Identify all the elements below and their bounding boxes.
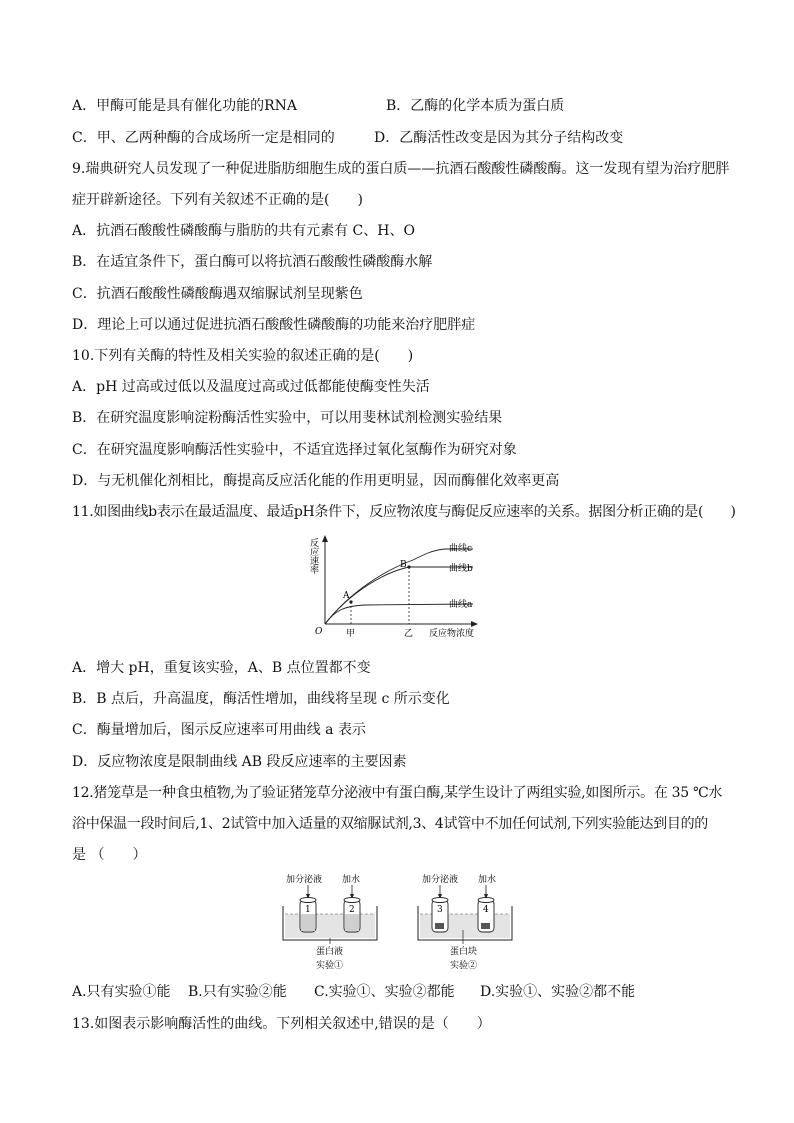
curve-a-label: 曲线a bbox=[449, 600, 473, 610]
x-axis-arrow bbox=[471, 621, 478, 627]
curve-c bbox=[325, 549, 473, 624]
q8-option-d: D．乙酶活性改变是因为其分子结构改变 bbox=[374, 130, 624, 146]
y-label-char-1: 反 bbox=[310, 539, 320, 549]
q9-option-c: C．抗酒石酸酸性磷酸酶遇双缩脲试剂呈现紫色 bbox=[72, 286, 363, 302]
q11-reaction-rate-graph bbox=[305, 534, 505, 644]
q9-stem-line1: 9.瑞典研究人员发现了一种促进脂肪细胞生成的蛋白质——抗酒石酸酸性磷酸酶。这一发现有望为治疗肥胖 bbox=[72, 161, 730, 177]
q11-stem: 11.如图曲线b表示在最适温度、最适pH条件下，反应物浓度与酶促反应速率的关系。据图分析正确的是( ) bbox=[72, 504, 736, 520]
q8-option-c: C．甲、乙两种酶的合成场所一定是相同的 bbox=[72, 130, 335, 146]
exp1-water-bath bbox=[285, 914, 375, 938]
origin-label: O bbox=[315, 627, 323, 637]
q12-option-a: A.只有实验①能 bbox=[72, 984, 171, 1000]
q9-option-d: D．理论上可以通过促进抗酒石酸酸性磷酸酶的功能来治疗肥胖症 bbox=[72, 317, 476, 333]
experiment-1 bbox=[283, 873, 377, 971]
q10-option-a: A．pH 过高或过低以及温度过高或过低都能使酶变性失活 bbox=[72, 379, 430, 395]
q8-option-a: A．甲酶可能是具有催化功能的RNA bbox=[72, 98, 298, 114]
y-label-char-3: 速 bbox=[310, 557, 320, 567]
q12-stem-line3: 是 （ ） bbox=[72, 847, 147, 863]
x-axis-label: 反应物浓度 bbox=[429, 629, 475, 639]
exp1-caption: 实验① bbox=[316, 961, 344, 971]
exp1-add-water-label: 加水 bbox=[342, 875, 361, 885]
y-label-char-2: 应 bbox=[310, 548, 320, 558]
q11-option-c: C．酶量增加后，图示反应速率可用曲线 a 表示 bbox=[72, 722, 366, 738]
exp2-add-secretion-label: 加分泌液 bbox=[422, 875, 459, 885]
exp2-caption: 实验② bbox=[450, 961, 478, 971]
exp2-protein-block-label: 蛋白块 bbox=[450, 947, 478, 957]
experiment-2 bbox=[418, 873, 512, 971]
q8-option-b: B．乙酶的化学本质为蛋白质 bbox=[386, 98, 565, 114]
tube-1 bbox=[300, 898, 316, 933]
tube-4 bbox=[478, 898, 494, 933]
tick-yi: 乙 bbox=[404, 629, 414, 639]
q10-option-b: B．在研究温度影响淀粉酶活性实验中，可以用斐林试剂检测实验结果 bbox=[72, 410, 503, 426]
q12-experiment-figure bbox=[280, 868, 520, 978]
q13-stem: 13.如图表示影响酶活性的曲线。下列相关叙述中,错误的是（ ） bbox=[72, 1016, 491, 1032]
y-axis-arrow bbox=[322, 535, 328, 542]
tube-1-label: 1 bbox=[305, 905, 311, 915]
q10-stem: 10.下列有关酶的特性及相关实验的叙述正确的是( ) bbox=[72, 348, 414, 364]
tube-4-label: 4 bbox=[483, 905, 489, 915]
q12-option-b: B.只有实验②能 bbox=[188, 984, 287, 1000]
exp1-protein-liquid-label: 蛋白液 bbox=[316, 947, 344, 957]
q11-option-d: D．反应物浓度是限制曲线 AB 段反应速率的主要因素 bbox=[72, 754, 407, 770]
tube-2-label: 2 bbox=[349, 905, 355, 915]
q11-option-b: B．B 点后，升高温度，酶活性增加，曲线将呈现 c 所示变化 bbox=[72, 691, 450, 707]
exp2-add-water-label: 加水 bbox=[478, 875, 497, 885]
q9-option-a: A．抗酒石酸酸性磷酸酶与脂肪的共有元素有 C、H、O bbox=[72, 223, 415, 239]
q10-option-d: D．与无机催化剂相比，酶提高反应活化能的作用更明显，因而酶催化效率更高 bbox=[72, 473, 560, 489]
q12-option-d: D.实验①、实验②都不能 bbox=[480, 984, 636, 1000]
curve-c-label: 曲线c bbox=[449, 544, 473, 554]
q12-stem-line2: 浴中保温一段时间后,1、2试管中加入适量的双缩脲试剂,3、4试管中不加任何试剂,下列实验能达到目的的 bbox=[72, 816, 708, 832]
q12-option-c: C.实验①、实验②都能 bbox=[314, 984, 455, 1000]
q9-stem-line2: 症开辟新途径。下列有关叙述不正确的是( ) bbox=[72, 192, 363, 208]
q12-stem-line1: 12.猪笼草是一种食虫植物,为了验证猪笼草分泌液中有蛋白酶,某学生设计了两组实验,如图所示。在 35 ℃水 bbox=[72, 785, 723, 801]
q10-option-c: C．在研究温度影响酶活性实验中，不适宜选择过氧化氢酶作为研究对象 bbox=[72, 442, 517, 458]
point-a-dot bbox=[349, 600, 352, 603]
point-b-label: B bbox=[400, 560, 407, 570]
q11-option-a: A．增大 pH，重复该实验，A、B 点位置都不变 bbox=[72, 660, 371, 676]
curve-b-label: 曲线b bbox=[449, 564, 473, 574]
point-a-label: A bbox=[343, 591, 350, 601]
q9-option-b: B．在适宜条件下，蛋白酶可以将抗酒石酸酸性磷酸酶水解 bbox=[72, 254, 433, 270]
tick-jia: 甲 bbox=[346, 629, 356, 639]
point-b-dot bbox=[407, 565, 410, 568]
tube-3 bbox=[432, 898, 448, 933]
exp1-add-secretion-label: 加分泌液 bbox=[286, 875, 323, 885]
tube-2 bbox=[344, 898, 360, 933]
y-label-char-4: 率 bbox=[310, 566, 320, 576]
tube-3-label: 3 bbox=[437, 905, 443, 915]
